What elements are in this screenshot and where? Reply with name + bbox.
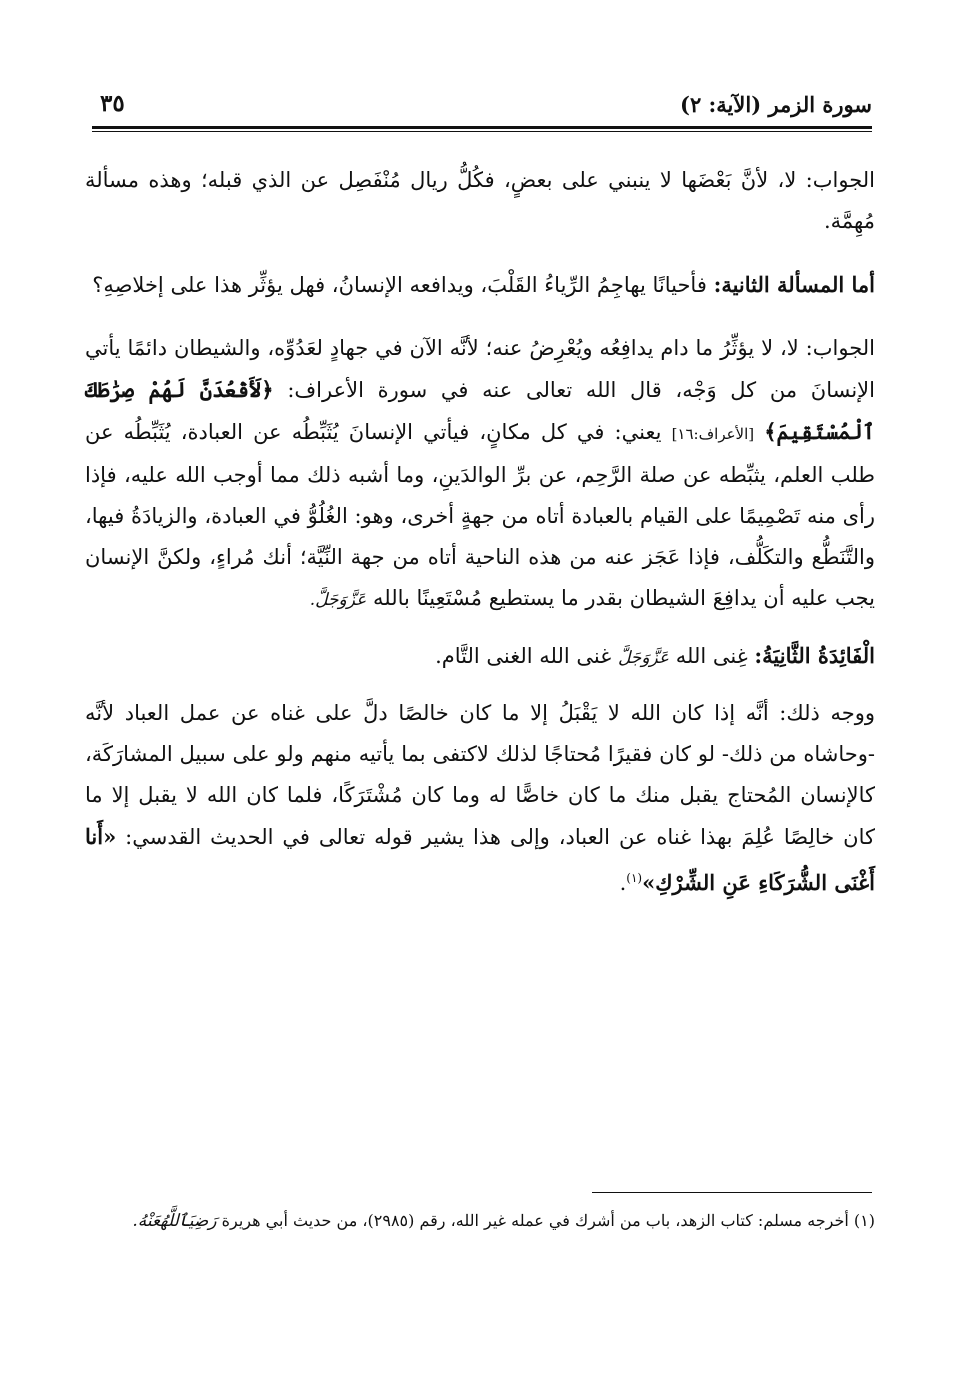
second-benefit-text-a: غِنى الله [675,644,748,668]
footnote-honorific: رَضِيَٱللَّهُعَنْهُ. [132,1211,217,1231]
paragraph-answer-1 [85,160,875,242]
answer-text-b: يعني: في كل مكانٍ، فيأتي الإنسانَ يُثَبِّطُه عن العبادة، يُثَبِّطُه عن طلب العلم، يثبِّطه عن صلة الرَّحِم، عن برِّ الوالدَينِ، وما أشبه ذلك مما أوجب الله عليه، فإذا رأى منه تَصْمِيمًا على القيام بالعبادة أتاه من جهةٍ أخرى، وهو: الغُلُوُّ في العبادة، والزيادَةُ فيها، والتَّنَطُّع والتكَلُّف، فإذا عَجَز عنه من هذه الناحية أتاه من جهة النِّيَّة؛ أنك مُراءٍ، ولكنَّ الإنسان يجب عليه أن يدافِعَ الشيطان بقدر ما يستطيع مُسْتَعِينًا بالله [85,420,875,610]
paragraph-second-question [85,264,875,306]
verse-reference: [الأعراف:١٦] [671,425,755,443]
main-text [85,160,875,926]
paragraph-second-benefit [85,635,875,679]
answer-lead: الجواب: [805,168,875,192]
header-rule [92,126,872,129]
answer-text: لا، لأنَّ بَعْضَها لا ينبني على بعضٍ، فكُلُّ ريال مُنْفَصِل عن الذي قبله؛ وهذه مسألة مُهِمَّة. [85,168,875,233]
second-question-text: فأحيانًا يهاجِمُ الرِّياءُ القَلْبَ، ويدافعه الإنسانُ، فهل يؤثِّر هذا على إخلاصِهِ؟ [92,273,707,297]
footnote-rule [592,1192,872,1193]
sentence-end: . [619,871,627,895]
page-number: ٣٥ [100,90,125,117]
paragraph-explanation [85,693,875,904]
second-benefit-text-b: غنى الله الغنى التَّام. [435,644,612,668]
honorific: عَزَّوَجَلَّ. [309,590,367,610]
explanation-text: ووجه ذلك: أنَّه إذا كان الله لا يَقْبَلُ إلا ما كان خالصًا دلَّ على غناه عن عمل العباد لأنَّه -وحاشاه من ذلك- لو كان فقيرًا مُحتاجًا لذلك لاكتفى بما يأتيه منهم ولو على سبيل المشارَكَة، كالإنسان المُحتاج يقبل منك ما كان خاصًّا له وما كان مُشْتَرَكًا، فلما كان الله لا يقبل إلا ما كان خالِصًا عُلِمَ بهذا غناه عن العباد، وإلى هذا يشير قوله تعالى في الحديث القدسي: [85,701,875,849]
answer-lead: الجواب: [805,336,875,360]
second-benefit-lead: الْفَائِدَةُ الثَّانِيَةُ: [754,643,875,668]
paragraph-answer-2 [85,328,875,621]
footnote-marker: (١) [626,871,643,885]
second-question-lead: أما المسألة الثانية: [713,272,875,297]
header-rule-thin [92,131,872,132]
hadith-quote: «أَنا أَغْنَى الشُّرَكَاءِ عَنِ الشِّرْكِ» [85,824,875,895]
surah-title: سورة الزمر (الآية: ٢) [680,92,872,117]
footnote [85,1205,875,1237]
running-header [92,90,872,126]
honorific: عَزَّوَجَلَّ [617,648,670,668]
answer-text-a: لا، لا يؤثِّرُ ما دام يدافِعُه ويُعْرِضُ عنه؛ لأنَّه الآن في جهادٍ لعَدُوِّه، والشيطان دائمًا يأتي الإنسانَ من كل وَجْه، قال الله تعالى عنه في سورة الأعراف: [85,336,875,402]
quran-verse: ﴿لَأَقْعُدَنَّ لَهُمْ صِرَٰطَكَ ٱلْمُسْتَقِيمَ﴾ [85,377,875,444]
footnote-text: (١) أخرجه مسلم: كتاب الزهد، باب من أشرك في عمله غير الله، رقم (٢٩٨٥)، من حديث أبي هريرة [221,1211,875,1230]
